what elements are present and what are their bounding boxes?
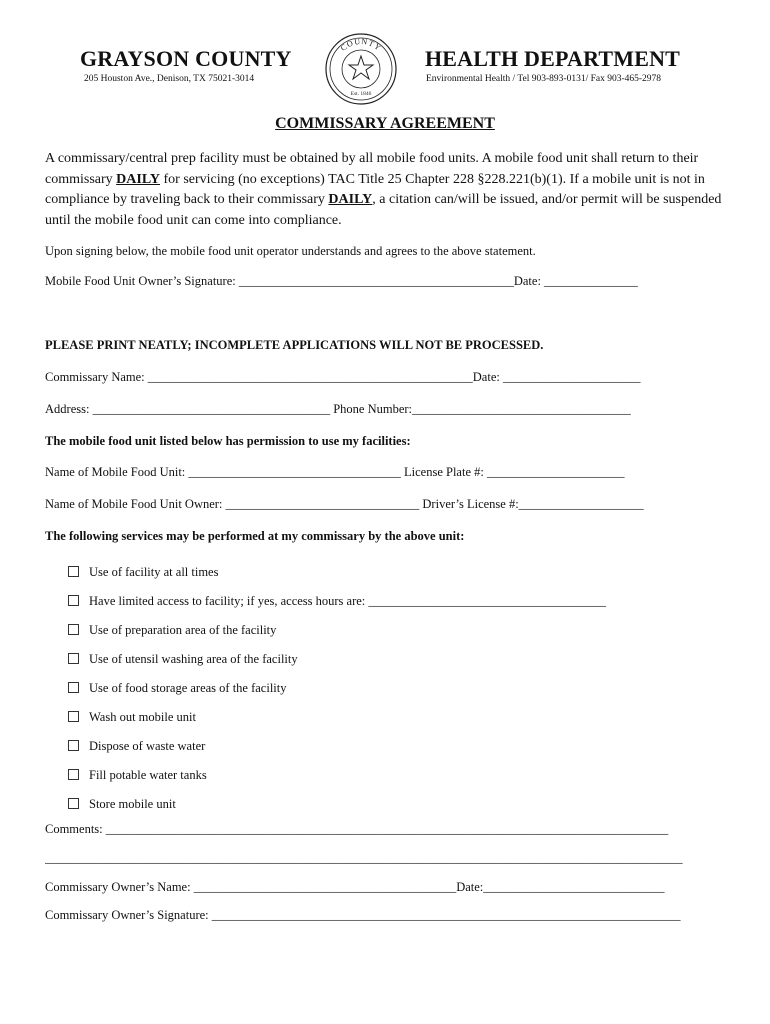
department-title: HEALTH DEPARTMENT [425,46,681,71]
commissary-name-field[interactable]: Commissary Name: ____________________________________________________Date: ______________________ [45,370,641,384]
seal-top-text: COUNTY [338,36,384,53]
print-notice: PLEASE PRINT NEATLY; INCOMPLETE APPLICATIONS WILL NOT BE PROCESSED. [45,338,544,352]
commissary-owner-name-field[interactable]: Commissary Owner’s Name: __________________________________________Date:_____________________________ [45,880,665,894]
service-item[interactable]: Use of facility at all times [68,565,218,580]
service-item[interactable]: Store mobile unit [68,797,176,812]
permission-heading: The mobile food unit listed below has permission to use my facilities: [45,434,411,448]
checkbox-icon[interactable] [68,566,79,577]
daily-emphasis-2: DAILY [328,192,373,207]
intro-paragraph [45,149,730,231]
commissary-owner-signature-field[interactable]: Commissary Owner’s Signature: ___________________________________________________________________________ [45,908,681,922]
service-item[interactable]: Use of food storage areas of the facility [68,681,287,696]
checkbox-icon[interactable] [68,653,79,664]
checkbox-icon[interactable] [68,682,79,693]
intro-text-3: , a citation can/will be issued, and/or permit will be suspended until the mobile food unit can come into compliance. [45,192,722,228]
service-item[interactable]: Have limited access to facility; if yes, access hours are: ______________________________________ [68,594,606,609]
address-phone-field[interactable]: Address: ______________________________________ Phone Number:___________________________________ [45,402,631,416]
checkbox-icon[interactable] [68,595,79,606]
checkbox-icon[interactable] [68,769,79,780]
unit-owner-field[interactable]: Name of Mobile Food Unit Owner: _______________________________ Driver’s License #:____________________ [45,497,644,511]
signing-statement: Upon signing below, the mobile food unit operator understands and agrees to the above statement. [45,244,536,258]
checkbox-icon[interactable] [68,798,79,809]
service-item[interactable]: Wash out mobile unit [68,710,196,725]
service-item[interactable]: Use of preparation area of the facility [68,623,276,638]
intro-text-1: A commissary/central prep facility must be obtained by all mobile food units. A mobile food unit shall return to their commissary [45,151,699,187]
services-heading: The following services may be performed at my commissary by the above unit: [45,529,465,543]
county-seal-icon [324,32,398,106]
comments-field-continued[interactable]: ______________________________________________________________________________________________________ [45,851,683,865]
seal-est-text: Est. 1846 [350,91,372,97]
county-title: GRAYSON COUNTY [80,46,292,71]
service-item[interactable]: Dispose of waste water [68,739,205,754]
owner-signature-field[interactable]: Mobile Food Unit Owner’s Signature: ____________________________________________Date: _______________ [45,274,638,288]
unit-name-field[interactable]: Name of Mobile Food Unit: __________________________________ License Plate #: ______________________ [45,465,625,479]
intro-text-2: for servicing (no exceptions) TAC Title 25 Chapter 228 §228.221(b)(1). If a mobile unit is not in compliance by traveling back to their commissary [45,171,705,207]
checkbox-icon[interactable] [68,711,79,722]
daily-emphasis-1: DAILY [116,171,160,187]
service-item[interactable]: Use of utensil washing area of the facility [68,652,298,667]
checkbox-icon[interactable] [68,624,79,635]
county-address: 205 Houston Ave., Denison, TX 75021-3014 [84,74,255,84]
comments-field[interactable]: Comments: __________________________________________________________________________________________ [45,822,669,836]
department-contact: Environmental Health / Tel 903-893-0131/ Fax 903-465-2978 [426,74,662,84]
checkbox-icon[interactable] [68,740,79,751]
document-title: COMMISSARY AGREEMENT [275,115,495,132]
svg-text:COUNTY [339,37,383,53]
service-item[interactable]: Fill potable water tanks [68,768,207,783]
